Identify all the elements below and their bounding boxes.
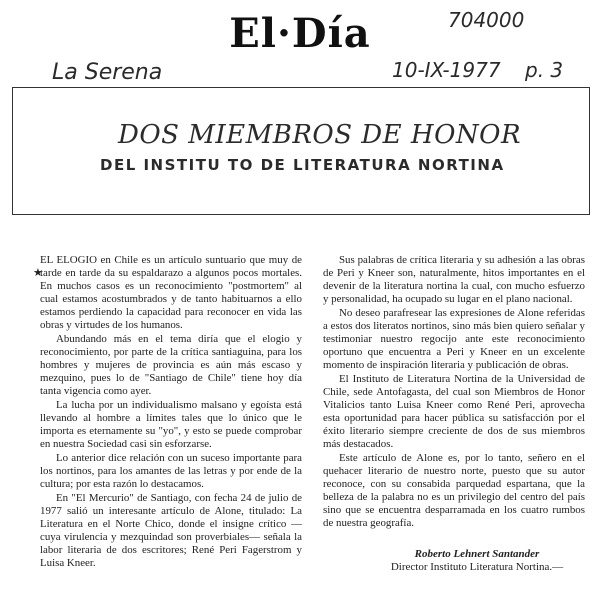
author-role: Director Instituto Literatura Nortina.— xyxy=(390,561,564,573)
paragraph: Abundando más en el tema diría que el elogio y reconocimiento, por parte de la crítica santiaguina, para los hombres y mujeres de provincia es aún más escaso y mezquino, pues lo de "Santiago de Chile" tiene hoy día tanta vigencia como ayer. xyxy=(40,333,302,397)
handwritten-date: 10-IX-1977 xyxy=(392,58,501,82)
article-subheadline: DEL INSTITU TO DE LITERATURA NORTINA xyxy=(100,156,505,174)
handwritten-page: p. 3 xyxy=(525,58,564,82)
article-headline: DOS MIEMBROS DE HONOR xyxy=(118,120,522,150)
star-bullet-icon: ★ xyxy=(33,266,43,279)
paragraph: El Instituto de Literatura Nortina de la Universidad de Chile, sede Antofagasta, del cual son Miembros de Honor Vitalicios tanto Luisa Kneer como René Peri, aprovecha esta oportunidad para hacer pública su satisfacción por el éxito literario siempre creciente de dos de sus miembros más destacados. xyxy=(323,373,585,450)
paragraph: Sus palabras de crítica literaria y su adhesión a las obras de Peri y Kneer son, naturalmente, hitos importantes en el devenir de la literatura nortina la cual, con mucho esfuerzo y personalidad, ha ocupado su lugar en el plano nacional. xyxy=(323,254,585,305)
handwritten-archive-code: 704000 xyxy=(448,8,525,32)
newspaper-masthead: El·Día xyxy=(229,10,371,57)
paragraph: En "El Mercurio" de Santiago, con fecha 24 de julio de 1977 salió un interesante artículo de Alone, titulado: La Literatura en el Norte Chico, donde el insigne crítico —cuya virulencia y mezquindad son proverbiales— señala la labor literaria de dos escritores; René Peri Fagerstrom y Luisa Kneer. xyxy=(40,492,302,569)
paragraph: La lucha por un individualismo malsano y egoísta está llevando al hombre a límites tales que lo único que le importa es eternamente su "yo", y esto se puede comprobar en nuestra Sociedad casi sin esforzarse. xyxy=(40,399,302,450)
article-column-right xyxy=(323,254,585,531)
article-signature xyxy=(362,548,592,574)
author-name: Roberto Lehnert Santander xyxy=(414,548,540,560)
paragraph: Este artículo de Alone es, por lo tanto, señero en el quehacer literario de nuestro norte, puesto que su autor reconoce, con su consabida parquedad espartana, que la belleza de la palabra no es un privilegio del centro del país sino que se encuentra desparramada en los cuatro rumbos de nuestra geografía. xyxy=(323,452,585,529)
paragraph: EL ELOGIO en Chile es un artículo suntuario que muy de tarde en tarde da su espaldarazo a algunos pocos mortales. En muchos casos es un reconocimiento "postmortem" al cual estamos acostumbrados y de tanto habituarnos a ello estamos perdiendo la capacidad para reconocer en vida las obras y virtudes de los humanos. xyxy=(40,254,302,331)
headline-frame xyxy=(12,87,590,215)
paragraph: No deseo parafresear las expresiones de Alone referidas a estos dos literatos nortinos, sino más bien quiero señalar y testimoniar nuestro regocijo ante este reconocimiento oportuno que encuentra a Peri y Kneer en un excelente momento de inspiración literaria y publicación de obras. xyxy=(323,307,585,371)
handwritten-city: La Serena xyxy=(52,60,163,85)
paragraph: Lo anterior dice relación con un suceso importante para los nortinos, para los amantes de las letras y por ende de la cultura; por esta razón lo destacamos. xyxy=(40,452,302,490)
article-column-left xyxy=(40,254,302,571)
